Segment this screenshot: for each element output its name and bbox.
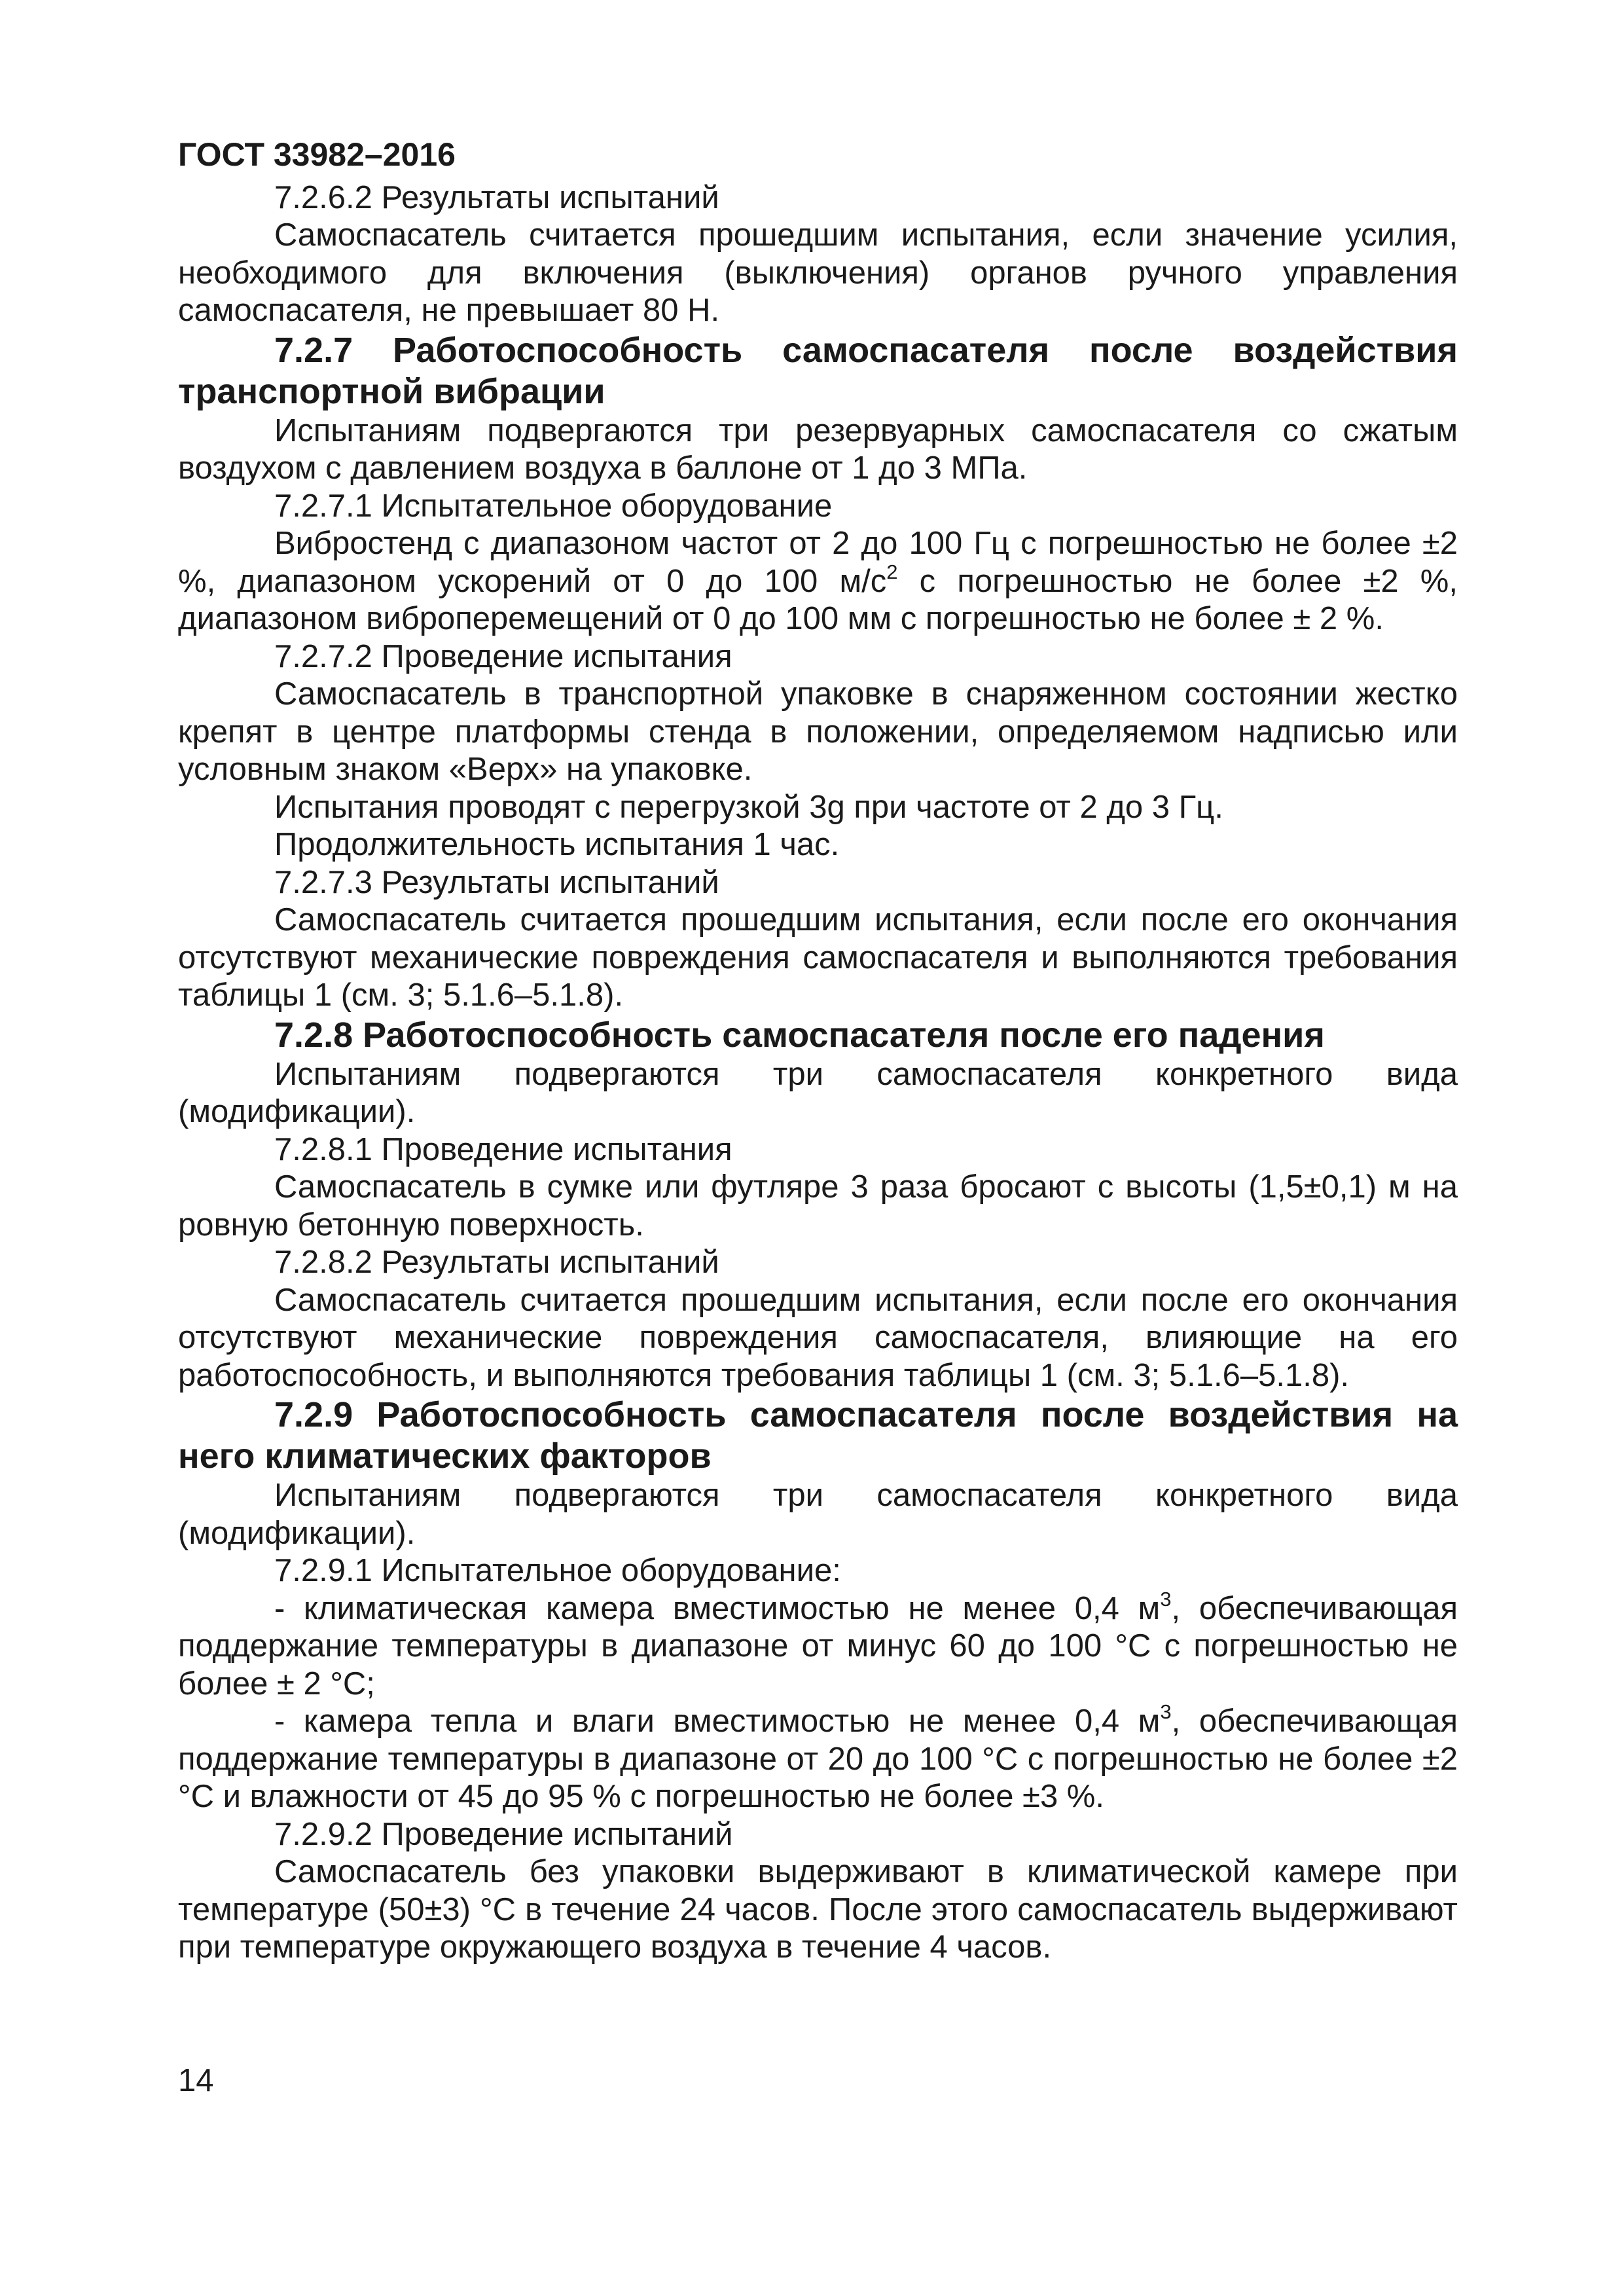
document-page — [178, 136, 1458, 1967]
superscript: 2 — [886, 560, 898, 583]
paragraph-7-2-9-body: Испытаниям подвергаются три самоспасателя конкретного вида (модификации). — [178, 1478, 1458, 1551]
superscript: 3 — [1160, 1587, 1172, 1611]
section-heading-7-2-9: 7.2.9 Работоспособность самоспасателя после воздействия на него климатических факторов — [178, 1395, 1458, 1476]
list-item-climate-chamber — [178, 1587, 1458, 1704]
text-fragment: , обеспечивающая поддержание температуры в диапазоне от 20 до 100 °С с погрешностью не более ±2 °С и влажности от 45 до 95 % с погрешностью не более ±3 %. — [178, 1704, 1458, 1814]
paragraph-7-2-8-2-body: Самоспасатель считается прошедшим испытания, если после его окончания отсутствуют механические повреждения самоспасателя, влияющие на его работоспособность, и выполняются требования таблицы 1 (см. 3; 5.1.6–5.1.8). — [178, 1282, 1458, 1393]
subsection-title-7-2-7-3: 7.2.7.3 Результаты испытаний — [274, 864, 719, 900]
subsection-title-7-2-7-2: 7.2.7.2 Проведение испытания — [274, 638, 732, 674]
subsection-title-7-2-7-1: 7.2.7.1 Испытательное оборудование — [274, 488, 833, 524]
paragraph-7-2-7-2-load: Испытания проводят с перегрузкой 3g при частоте от 2 до 3 Гц. — [274, 789, 1223, 825]
superscript: 3 — [1160, 1700, 1172, 1723]
paragraph-7-2-6-2-body: Самоспасатель считается прошедшим испытания, если значение усилия, необходимого для включения (выключения) органов ручного управления самоспасателя, не превышает 80 Н. — [178, 217, 1458, 328]
paragraph-7-2-7-1-body — [178, 525, 1458, 638]
text-fragment: Вибростенд с диапазоном частот от 2 до 100 Гц с погрешностью не более ±2 %, диапазоном ускорений от 0 до 100 м/с — [178, 526, 1458, 599]
text-fragment: с погрешностью не более ±2 %, диапазоном виброперемещений от 0 до 100 мм с погрешностью не более ± 2 %. — [178, 563, 1458, 636]
document-header: ГОСТ 33982–2016 — [178, 136, 456, 173]
subsection-title-7-2-6-2: 7.2.6.2 Результаты испытаний — [274, 179, 719, 215]
text-fragment: , обеспечивающая поддержание температуры в диапазоне от минус 60 до 100 °С с погрешностью не более ± 2 °С; — [178, 1590, 1458, 1702]
paragraph-7-2-7-2-duration: Продолжительность испытания 1 час. — [274, 827, 840, 862]
page-number: 14 — [178, 2063, 214, 2098]
paragraph-7-2-8-body: Испытаниям подвергаются три самоспасателя конкретного вида (модификации). — [178, 1056, 1458, 1129]
paragraph-7-2-7-body: Испытаниям подвергаются три резервуарных самоспасателя со сжатым воздухом с давлением воздуха в баллоне от 1 до 3 МПа. — [178, 412, 1458, 486]
paragraph-7-2-8-1-body: Самоспасатель в сумке или футляре 3 раза бросают с высоты (1,5±0,1) м на ровную бетонную поверхность. — [178, 1169, 1458, 1243]
subsection-title-7-2-9-1: 7.2.9.1 Испытательное оборудование: — [274, 1553, 841, 1588]
list-item-humidity-chamber — [178, 1700, 1458, 1816]
section-heading-7-2-7: 7.2.7 Работоспособность самоспасателя после воздействия транспортной вибрации — [178, 330, 1458, 411]
paragraph-7-2-7-3-body: Самоспасатель считается прошедшим испытания, если после его окончания отсутствуют механические повреждения самоспасателя и выполняются требования таблицы 1 (см. 3; 5.1.6–5.1.8). — [178, 902, 1458, 1013]
text-fragment: - камера тепла и влаги вместимостью не менее 0,4 м — [274, 1704, 1161, 1739]
subsection-title-7-2-8-1: 7.2.8.1 Проведение испытания — [274, 1131, 732, 1167]
subsection-title-7-2-8-2: 7.2.8.2 Результаты испытаний — [274, 1245, 719, 1280]
paragraph-7-2-7-2-body: Самоспасатель в транспортной упаковке в снаряженном состоянии жестко крепят в центре платформы стенда в положении, определяемом надписью или условным знаком «Верх» на упаковке. — [178, 676, 1458, 787]
text-fragment: - климатическая камера вместимостью не менее 0,4 м — [274, 1590, 1161, 1626]
subsection-title-7-2-9-2: 7.2.9.2 Проведение испытаний — [274, 1816, 733, 1852]
paragraph-7-2-9-2-body: Самоспасатель без упаковки выдерживают в климатической камере при температуре (50±3) °С в течение 24 часов. После этого самоспасатель выдерживают при температуре окружающего воздуха в течение 4 часов. — [178, 1854, 1458, 1965]
section-heading-7-2-8: 7.2.8 Работоспособность самоспасателя после его падения — [274, 1015, 1325, 1055]
